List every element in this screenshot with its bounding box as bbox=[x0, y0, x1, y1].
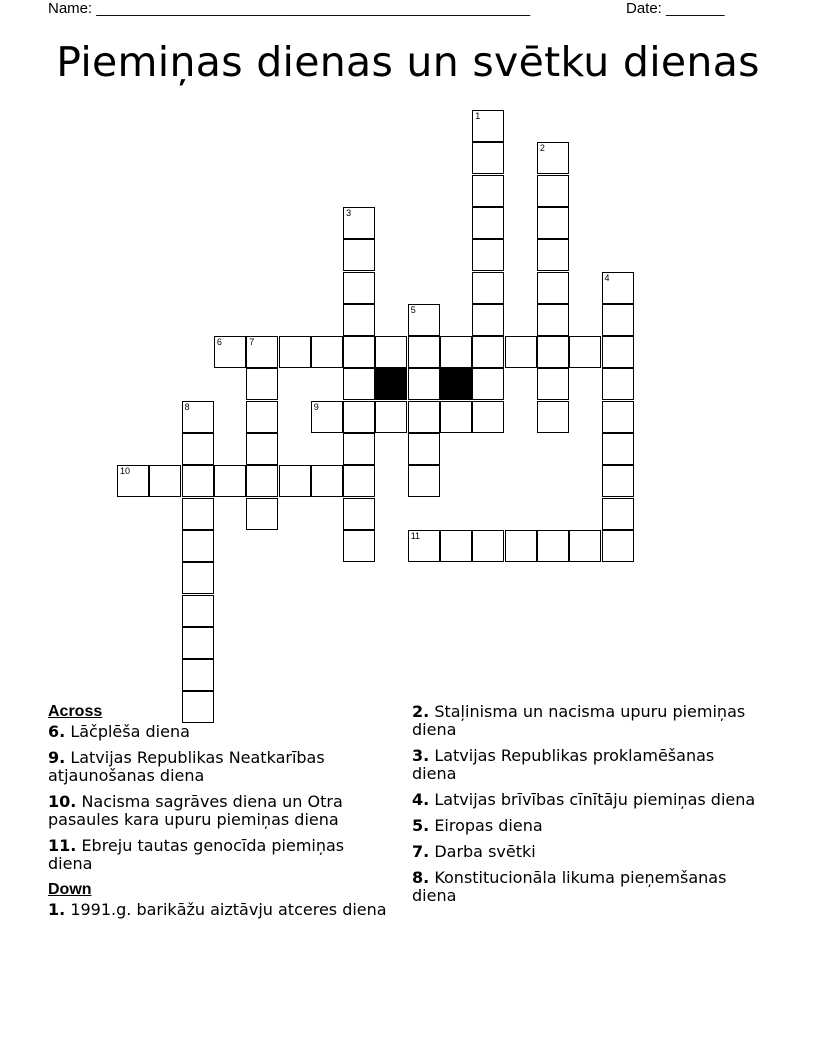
crossword-cell[interactable] bbox=[343, 433, 375, 465]
clues-column-right bbox=[412, 703, 762, 913]
crossword-cell[interactable] bbox=[472, 304, 504, 336]
crossword-cell[interactable] bbox=[182, 498, 214, 530]
cell-number: 9 bbox=[313, 401, 319, 412]
crossword-cell[interactable] bbox=[602, 336, 634, 368]
crossword-cell[interactable] bbox=[182, 562, 214, 594]
crossword-cell[interactable] bbox=[343, 304, 375, 336]
crossword-cell[interactable] bbox=[537, 142, 569, 174]
clue-number: 10. bbox=[48, 792, 77, 811]
clue-number: 1. bbox=[48, 900, 66, 919]
crossword-cell[interactable] bbox=[343, 530, 375, 562]
crossword-cell[interactable] bbox=[408, 433, 440, 465]
clue-item bbox=[412, 869, 762, 905]
cell-number: 6 bbox=[216, 337, 222, 348]
crossword-cell[interactable] bbox=[117, 465, 149, 497]
crossword-cell[interactable] bbox=[602, 304, 634, 336]
crossword-cell[interactable] bbox=[408, 336, 440, 368]
clue-number: 2. bbox=[412, 702, 430, 721]
crossword-cell[interactable] bbox=[343, 498, 375, 530]
clue-item bbox=[412, 817, 762, 835]
crossword-cell[interactable] bbox=[472, 142, 504, 174]
crossword-cell[interactable] bbox=[149, 465, 181, 497]
crossword-cell[interactable] bbox=[375, 401, 407, 433]
crossword-cell[interactable] bbox=[440, 401, 472, 433]
crossword-cell[interactable] bbox=[537, 401, 569, 433]
crossword-cell[interactable] bbox=[343, 401, 375, 433]
crossword-cell[interactable] bbox=[214, 465, 246, 497]
cell-number: 3 bbox=[346, 207, 352, 218]
crossword-cell[interactable] bbox=[343, 272, 375, 304]
crossword-cell[interactable] bbox=[246, 401, 278, 433]
crossword-cell[interactable] bbox=[472, 207, 504, 239]
clue-number: 11. bbox=[48, 836, 77, 855]
crossword-cell[interactable] bbox=[440, 336, 472, 368]
crossword-cell[interactable] bbox=[408, 401, 440, 433]
clue-item bbox=[48, 793, 388, 829]
crossword-cell[interactable] bbox=[408, 368, 440, 400]
cell-number: 5 bbox=[410, 304, 416, 315]
clues-column-left bbox=[48, 703, 388, 927]
clue-text: Lāčplēša diena bbox=[70, 722, 190, 741]
cell-number: 8 bbox=[184, 401, 190, 412]
crossword-cell[interactable] bbox=[182, 433, 214, 465]
clue-item bbox=[412, 791, 762, 809]
cell-number: 1 bbox=[475, 111, 481, 121]
crossword-cell[interactable] bbox=[343, 336, 375, 368]
cell-number: 7 bbox=[249, 337, 255, 348]
clue-text: Nacisma sagrāves diena un Otra pasaules kara upuru piemiņas diena bbox=[48, 792, 343, 829]
crossword-cell[interactable] bbox=[537, 336, 569, 368]
clue-item bbox=[48, 749, 388, 785]
cell-number: 11 bbox=[410, 530, 421, 541]
crossword-cell[interactable] bbox=[246, 498, 278, 530]
crossword-cell[interactable] bbox=[472, 401, 504, 433]
crossword-cell[interactable] bbox=[214, 336, 246, 368]
crossword-cell[interactable] bbox=[505, 336, 537, 368]
clue-text: Ebreju tautas genocīda piemiņas diena bbox=[48, 836, 345, 873]
crossword-cell[interactable] bbox=[472, 336, 504, 368]
crossword-cell[interactable] bbox=[569, 336, 601, 368]
crossword-cell[interactable] bbox=[472, 530, 504, 562]
clue-text: Staļinisma un nacisma upuru piemiņas diena bbox=[412, 702, 746, 739]
crossword-cell[interactable] bbox=[569, 530, 601, 562]
crossword-cell[interactable] bbox=[343, 207, 375, 239]
clue-item bbox=[48, 901, 388, 919]
crossword-cell[interactable] bbox=[246, 368, 278, 400]
clue-number: 4. bbox=[412, 790, 430, 809]
clue-number: 8. bbox=[412, 868, 430, 887]
clue-text: 1991.g. barikāžu aiztāvju atceres diena bbox=[70, 900, 387, 919]
crossword-cell[interactable] bbox=[279, 336, 311, 368]
crossword-cell[interactable] bbox=[537, 368, 569, 400]
crossword-cell[interactable] bbox=[182, 465, 214, 497]
crossword-cell[interactable] bbox=[182, 595, 214, 627]
crossword-cell[interactable] bbox=[472, 272, 504, 304]
clue-text: Latvijas Republikas Neatkarības atjaunošanas diena bbox=[48, 748, 325, 785]
crossword-cell[interactable] bbox=[182, 659, 214, 691]
crossword-cell[interactable] bbox=[472, 175, 504, 207]
crossword-cell[interactable] bbox=[472, 368, 504, 400]
clue-number: 7. bbox=[412, 842, 430, 861]
crossword-cell[interactable] bbox=[602, 368, 634, 400]
crossword-cell[interactable] bbox=[343, 239, 375, 271]
clue-text: Darba svētki bbox=[434, 842, 536, 861]
crossword-cell[interactable] bbox=[472, 239, 504, 271]
clue-number: 9. bbox=[48, 748, 66, 767]
cell-number: 4 bbox=[604, 272, 610, 283]
clue-item bbox=[412, 843, 762, 861]
clue-text: Eiropas diena bbox=[434, 816, 543, 835]
crossword-cell[interactable] bbox=[537, 304, 569, 336]
crossword-cell[interactable] bbox=[537, 175, 569, 207]
crossword-cell[interactable] bbox=[602, 498, 634, 530]
crossword-cell[interactable] bbox=[343, 368, 375, 400]
crossword-cell[interactable] bbox=[182, 401, 214, 433]
crossword-cell[interactable] bbox=[343, 465, 375, 497]
crossword-cell[interactable] bbox=[408, 304, 440, 336]
crossword-cell[interactable] bbox=[440, 530, 472, 562]
clue-number: 6. bbox=[48, 722, 66, 741]
clue-item bbox=[48, 837, 388, 873]
crossword-cell[interactable] bbox=[602, 272, 634, 304]
crossword-cell[interactable] bbox=[182, 530, 214, 562]
clue-item bbox=[48, 723, 388, 741]
crossword-cell[interactable] bbox=[505, 530, 537, 562]
clue-number: 5. bbox=[412, 816, 430, 835]
crossword-cell[interactable] bbox=[279, 465, 311, 497]
crossword-cell[interactable] bbox=[311, 401, 343, 433]
crossword-cell[interactable] bbox=[408, 465, 440, 497]
crossword-cell[interactable] bbox=[602, 530, 634, 562]
clue-number: 3. bbox=[412, 746, 430, 765]
crossword-cell[interactable] bbox=[246, 465, 278, 497]
crossword-cell[interactable] bbox=[246, 433, 278, 465]
crossword-black-cell bbox=[440, 368, 472, 400]
crossword-cell[interactable] bbox=[311, 336, 343, 368]
page-title: Piemiņas dienas un svētku dienas bbox=[56, 38, 760, 86]
crossword-cell[interactable] bbox=[472, 110, 504, 142]
clue-text: Konstitucionāla likuma pieņemšanas diena bbox=[412, 868, 727, 905]
cell-number: 2 bbox=[539, 143, 545, 154]
crossword-cell[interactable] bbox=[537, 207, 569, 239]
date-field-label[interactable]: Date: _______ bbox=[626, 0, 725, 17]
crossword-cell[interactable] bbox=[246, 336, 278, 368]
across-heading: Across bbox=[48, 703, 103, 720]
crossword-cell[interactable] bbox=[182, 627, 214, 659]
crossword-cell[interactable] bbox=[537, 530, 569, 562]
crossword-cell[interactable] bbox=[375, 336, 407, 368]
crossword-cell[interactable] bbox=[537, 272, 569, 304]
crossword-cell[interactable] bbox=[602, 401, 634, 433]
crossword-cell[interactable] bbox=[311, 465, 343, 497]
clue-text: Latvijas Republikas proklamēšanas diena bbox=[412, 746, 715, 783]
clue-text: Latvijas brīvības cīnītāju piemiņas diena bbox=[434, 790, 756, 809]
down-heading: Down bbox=[48, 881, 92, 898]
cell-number: 10 bbox=[120, 466, 131, 477]
crossword-black-cell bbox=[375, 368, 407, 400]
crossword-cell[interactable] bbox=[602, 433, 634, 465]
crossword-cell[interactable] bbox=[408, 530, 440, 562]
clue-item bbox=[412, 747, 762, 783]
clue-item bbox=[412, 703, 762, 739]
crossword-cell[interactable] bbox=[537, 239, 569, 271]
name-field-label[interactable]: Name: ____________________________________________________ bbox=[48, 0, 531, 17]
crossword-cell[interactable] bbox=[602, 465, 634, 497]
